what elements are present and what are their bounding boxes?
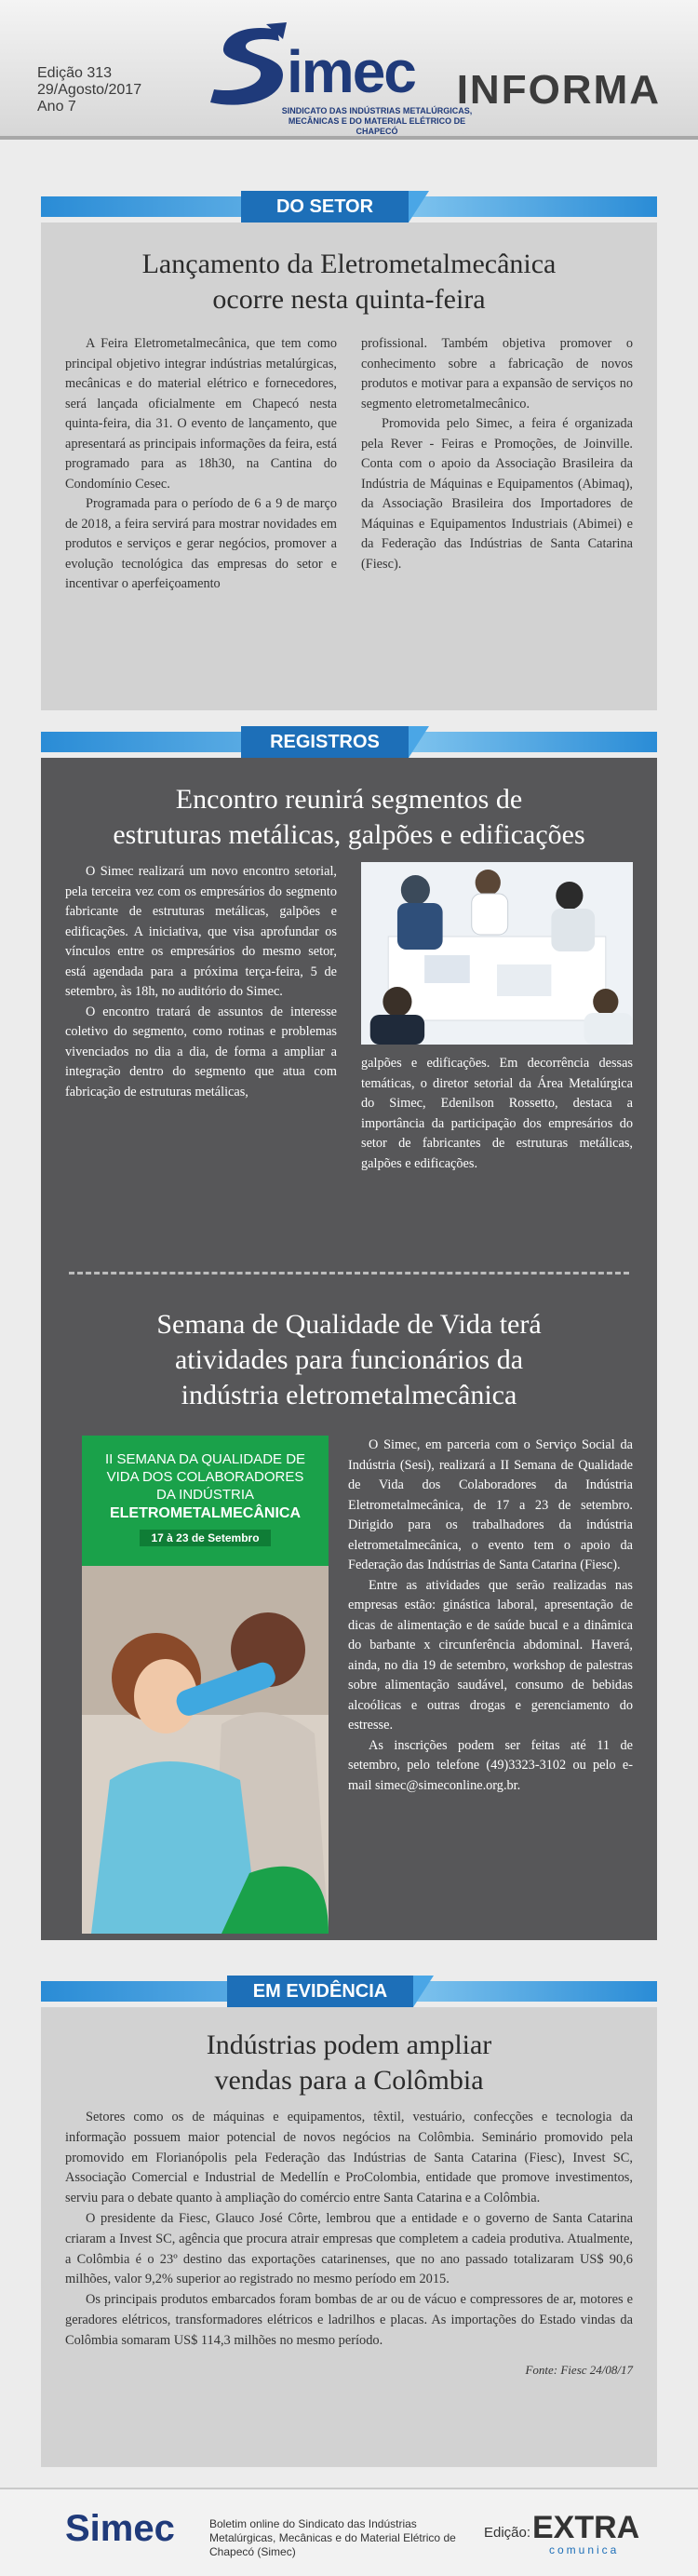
paragraph: O encontro tratará de assuntos de interesse coletivo do segmento, como rotinas e problemas vivenciados no dia a dia, de forma a ampliar a integração dentro do segmento que atua com fabricação de estruturas metálicas,: [65, 1004, 337, 1099]
poster-line: DA INDÚSTRIA: [155, 1487, 254, 1503]
extra-comunica-logo: EXTRA: [532, 2510, 640, 2545]
article-box-setor: [41, 223, 657, 710]
article-title: [65, 247, 633, 317]
banner-do-setor: [41, 191, 657, 223]
article-column-qualidade: [348, 1436, 633, 1796]
paragraph: As inscrições podem ser feitas até 11 de setembro, pelo telefone (49)3323-3102 ou pelo e-mail simec@simeconline.org.br.: [348, 1737, 633, 1793]
paragraph: Os principais produtos embarcados foram bombas de ar ou de vácuo e compressores de ar, motores e geradores elétricos, transformadores elétricos e ladrilhos e placas. As importações do Estado vindas da Colômbia somaram US$ 114,3 milhões no mesmo período.: [65, 2292, 633, 2348]
logo-word: imec: [287, 38, 415, 105]
paragraph: Entre as atividades que serão realizadas nas empresas estão: ginástica laboral, apresentação de dicas de alimentação e de saúde bucal e a dinâmica do barbante x circunferência abdominal. Haverá, ainda, no dia 19 de setembro, workshop de palestras sobre alimentação saudável, consumo de bebidas alcoólicas e outras drogas e gerenciamento do estresse.: [348, 1577, 633, 1733]
article-body: [65, 2108, 633, 2352]
newsletter-title: INFORMA: [456, 67, 661, 113]
paragraph: O presidente da Fiesc, Glauco José Côrte, lembrou que a entidade e o governo de Santa Catarina criaram a Invest SC, agência que procura atrair empresas que completem a cadeia produtiva. Atualmente, a Colômbia é o 23º destino das exportações catarinenses, que no ano passado totalizaram US$ 90,6 milhões, valor 9,2% superior ao registrado no mesmo período em 2015.: [65, 2210, 633, 2287]
title-line-3: indústria eletrometalmecânica: [181, 1380, 517, 1410]
article-column-1: [65, 334, 337, 595]
meeting-photo: [361, 862, 633, 1045]
article-box-registros: [41, 758, 657, 1940]
title-line-2: ocorre nesta quinta-feira: [212, 284, 486, 315]
extra-comunica-sub: comunica: [549, 2543, 620, 2556]
title-line-1: Encontro reunirá segmentos de: [175, 784, 523, 815]
poster-line: VIDA DOS COLABORADORES: [106, 1469, 304, 1485]
simec-s-mark-icon: [205, 19, 298, 112]
poster-line: ELETROMETALMECÂNICA: [109, 1505, 302, 1521]
article-title: [65, 782, 633, 853]
header: [0, 0, 698, 140]
woman-drinking-water-icon: [82, 1566, 329, 1934]
title-line-2: vendas para a Colômbia: [214, 2065, 484, 2096]
banner-label: DO SETOR: [241, 191, 409, 223]
paragraph: Setores como os de máquinas e equipamentos, têxtil, vestuário, confecções e tecnologia da informação possuem maior potencial de novos negócios na Colômbia. Seminário promovido pela promovido em Florianópolis pela Federação das Indústrias de Santa Catarina (Fiesc), Invest SC, Associação Comercial e Industrial de Medellín e ProColombia, entidade que promove investimentos, serviu para o debate quanto à ampliação do comércio entre Santa Catarina e a Colômbia.: [65, 2110, 633, 2206]
article-columns: [65, 862, 633, 1174]
banner-label: EM EVIDÊNCIA: [227, 1976, 413, 2007]
title-line-1: Indústrias podem ampliar: [206, 2030, 492, 2060]
logo-subtitle: SINDICATO DAS INDÚSTRIAS METALÚRGICAS, MECÂNICAS E DO MATERIAL ELÉTRICO DE CHAPECÓ: [281, 106, 473, 136]
article-column-2: [361, 334, 633, 595]
article-box-evidencia: [41, 2007, 657, 2467]
title-line-1: Semana de Qualidade de Vida terá: [156, 1309, 542, 1340]
section-registros: [41, 726, 657, 1940]
simec-logo: [205, 19, 475, 136]
paragraph: galpões e edificações. Em decorrência dessas temáticas, o diretor setorial da Área Metalúrgica do Simec, Edenilson Rossetto, destaca a importância da participação dos empresários do setor de fabricantes de estruturas metálicas, galpões e edificações.: [361, 1056, 633, 1171]
paragraph: Programada para o período de 6 a 9 de março de 2018, a feira servirá para mostrar novidades em produtos e serviços e gerar negócios, promover a evolução tecnológica das empresas do setor e incentivar o aperfeiçoamento: [65, 496, 337, 591]
event-poster: [82, 1436, 329, 1934]
paragraph: profissional. Também objetiva promover o conhecimento sobre a fabricação de novos produtos e motivar para a expansão de serviços no segmento eletrometalmecânico.: [361, 336, 633, 411]
footer-description: Boletim online do Sindicato das Indústrias Metalúrgicas, Mecânicas e do Material Elétrico de Chapecó (Simec): [209, 2517, 456, 2558]
edition-date: 29/Agosto/2017: [37, 82, 142, 98]
meeting-photo-icon: [361, 862, 633, 1045]
poster-dates: 17 à 23 de Setembro: [140, 1530, 270, 1546]
edition-year: Ano 7: [37, 99, 76, 115]
article-title: [65, 2028, 633, 2098]
edition-number: Edição 313: [37, 65, 113, 81]
section-em-evidencia: [41, 1976, 657, 2467]
paragraph: O Simec realizará um novo encontro setorial, pela terceira vez com os empresários do segmento fabricante de estruturas metálicas, galpões e edificações. A iniciativa, que visa aprofundar os vínculos entre os empresários do mesmo setor, está agendada para a próxima terça-feira, 5 de setembro, às 18h, no auditório do Simec.: [65, 864, 337, 999]
section-do-setor: [41, 191, 657, 710]
paragraph: O Simec, em parceria com o Serviço Social da Indústria (Sesi), realizará a II Semana de Qualidade de Vida dos Colaboradores da Indústria Eletrometalmecânica, de 17 a 23 de setembro. Dirigido para os trabalhadores da indústria eletrometalmecânica, o evento tem o apoio da Federação das Indústrias de Santa Catarina (Fiesc).: [348, 1437, 633, 1572]
article-columns: [65, 334, 633, 595]
article-source: Fonte: Fiesc 24/08/17: [525, 2362, 633, 2377]
title-line-2: atividades para funcionários da: [174, 1344, 524, 1375]
dashed-divider: [69, 1272, 629, 1275]
article-column-1: [65, 862, 337, 1174]
banner-registros: [41, 726, 657, 758]
edition-info: [37, 65, 141, 115]
banner-label: REGISTROS: [241, 726, 409, 758]
footer-edicao-label: Edição:: [484, 2525, 531, 2541]
footer: [0, 2488, 698, 2576]
poster-line: II SEMANA DA QUALIDADE DE: [104, 1451, 306, 1467]
banner-em-evidencia: [41, 1976, 657, 2007]
footer-logo: Simec: [65, 2508, 175, 2549]
title-line-2: estruturas metálicas, galpões e edificações: [113, 819, 585, 850]
poster-header: [82, 1436, 329, 1566]
article-column-2: [361, 862, 633, 1174]
paragraph: A Feira Eletrometalmecânica, que tem como principal objetivo integrar indústrias metalúrgicas, mecânicas e do material elétrico e fornecedores, será lançada oficialmente em Chapecó nesta quinta-feira, dia 31. O evento de lançamento, que apresentará as principais informações da feira, está programado para as 18h30, na Cantina do Condomínio Cesec.: [65, 336, 337, 492]
title-line-1: Lançamento da Eletrometalmecânica: [141, 249, 557, 279]
article-title-qualidade: [65, 1307, 633, 1413]
paragraph: Promovida pelo Simec, a feira é organizada pela Rever - Feiras e Promoções, de Joinville. Conta com o apoio da Associação Brasileira da Indústria de Máquinas e Equipamentos (Abimaq), da Associação Brasileira dos Importadores de Máquinas e Equipamentos Industriais (Abimei) e da Federação das Indústrias de Santa Catarina (Fiesc).: [361, 416, 633, 572]
